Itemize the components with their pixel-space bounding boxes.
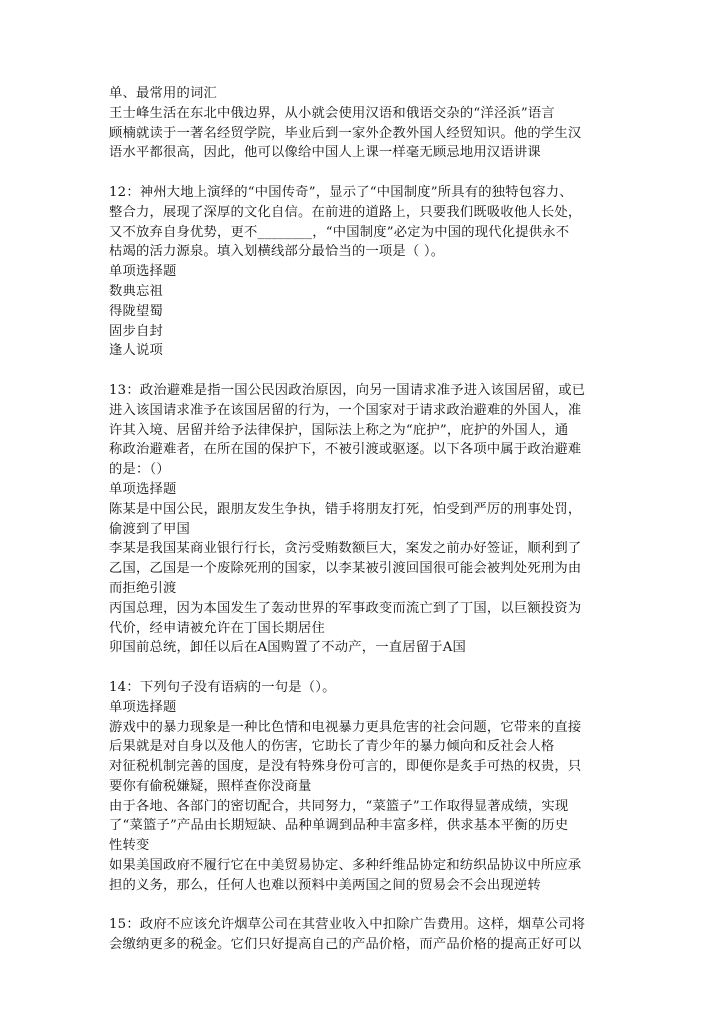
intro-line: 顾楠就读于一著名经贸学院，毕业后到一家外企教外国人经贸知识。他的学生汉 bbox=[109, 125, 582, 141]
option-c: 丙国总理，因为本国发生了轰动世界的军事政变而流亡到了丁国，以巨额投资为 bbox=[109, 600, 582, 616]
option-a: 陈某是中国公民，跟朋友发生争执，错手将朋友打死，怕受到严厉的刑事处罚， bbox=[109, 501, 582, 517]
document-page bbox=[109, 84, 614, 955]
question-stem-line: 又不放弃自身优势，更不________，“中国制度”必定为中国的现代化提供永不 bbox=[109, 224, 570, 240]
question-15 bbox=[109, 915, 614, 955]
question-stem-line: 许其入境、居留并给予法律保护，国际法上称之为“庇护”，庇护的外国人，通 bbox=[109, 422, 569, 438]
question-stem-line: 进入该国请求准予在该国居留的行为，一个国家对于请求政治避难的外国人，准 bbox=[109, 402, 582, 418]
question-14 bbox=[109, 678, 614, 896]
option-b: 乙国，乙国是一个废除死刑的国家，以李某被引渡回国很可能会被判处死刑为由 bbox=[109, 561, 582, 577]
question-stem-line: 枯竭的活力源泉。填入划横线部分最恰当的一项是（ ）。 bbox=[109, 244, 445, 260]
question-type: 单项选择题 bbox=[109, 264, 177, 280]
option-c: 性转变 bbox=[109, 838, 150, 854]
question-stem-line: 整合力，展现了深厚的文化自信。在前进的道路上，只要我们既吸收他人长处， bbox=[109, 204, 582, 220]
option-b: 要你有偷税嫌疑，照样查你没商量 bbox=[109, 778, 312, 794]
question-stem-line: 15：政府不应该允许烟草公司在其营业收入中扣除广告费用。这样，烟草公司将 bbox=[109, 917, 586, 933]
spacer bbox=[109, 361, 614, 381]
intro-line: 单、最常用的词汇 bbox=[109, 86, 217, 101]
question-stem-line: 的是：（） bbox=[109, 462, 170, 478]
option-c: 代价，经申请被允许在丁国长期居住 bbox=[109, 620, 325, 636]
option-c: 固步自封 bbox=[109, 323, 163, 339]
spacer bbox=[109, 896, 614, 916]
question-13 bbox=[109, 381, 614, 658]
question-stem-line: 12：神州大地上演绎的“中国传奇”，显示了“中国制度”所具有的独特包容力、 bbox=[109, 184, 573, 200]
question-stem-line: 会缴纳更多的税金。它们只好提高自己的产品价格，而产品价格的提高正好可以 bbox=[109, 937, 582, 953]
option-c: 由于各地、各部门的密切配合，共同努力，“菜篮子”工作取得显著成绩，实现 bbox=[109, 798, 569, 814]
option-b: 李某是我国某商业银行行长，贪污受贿数额巨大，案发之前办好签证，顺利到了 bbox=[109, 541, 582, 557]
option-d: 卯国前总统，卸任以后在A国购置了不动产，一直居留于A国 bbox=[109, 640, 467, 656]
option-a: 后果就是对自身以及他人的伤害，它助长了青少年的暴力倾向和反社会人格 bbox=[109, 739, 555, 755]
option-b: 对征税机制完善的国度，是没有特殊身份可言的，即便你是炙手可热的权贵，只 bbox=[109, 759, 582, 775]
intro-line: 王士峰生活在东北中俄边界，从小就会使用汉语和俄语交杂的“洋泾浜”语言 bbox=[109, 105, 555, 121]
question-stem-line: 13：政治避难是指一国公民因政治原因，向另一国请求准予进入该国居留，或已 bbox=[109, 382, 586, 398]
option-a: 偷渡到了甲国 bbox=[109, 521, 190, 537]
question-12 bbox=[109, 183, 614, 361]
spacer bbox=[109, 658, 614, 678]
option-b: 得陇望蜀 bbox=[109, 303, 163, 319]
intro-line: 语水平都很高，因此，他可以像给中国人上课一样毫无顾忌地用汉语讲课 bbox=[109, 145, 541, 161]
spacer bbox=[109, 163, 614, 183]
option-d: 担的义务，那么，任何人也难以预料中美两国之间的贸易会不会出现逆转 bbox=[109, 877, 541, 893]
option-d: 逢人说项 bbox=[109, 343, 163, 359]
option-d: 如果美国政府不履行它在中美贸易协定、多种纤维品协定和纺织品协议中所应承 bbox=[109, 858, 582, 874]
option-b: 而拒绝引渡 bbox=[109, 580, 177, 596]
question-stem-line: 14：下列句子没有语病的一句是（）。 bbox=[109, 679, 336, 695]
option-a: 数典忘祖 bbox=[109, 283, 163, 299]
option-a: 游戏中的暴力现象是一种比色情和电视暴力更具危害的社会问题，它带来的直接 bbox=[109, 719, 582, 735]
question-type: 单项选择题 bbox=[109, 699, 177, 715]
intro-block bbox=[109, 84, 614, 163]
question-type: 单项选择题 bbox=[109, 481, 177, 497]
option-c: 了“菜篮子”产品由长期短缺、品种单调到品种丰富多样，供求基本平衡的历史 bbox=[109, 818, 569, 834]
question-stem-line: 称政治避难者，在所在国的保护下，不被引渡或驱逐。以下各项中属于政治避难 bbox=[109, 442, 582, 458]
